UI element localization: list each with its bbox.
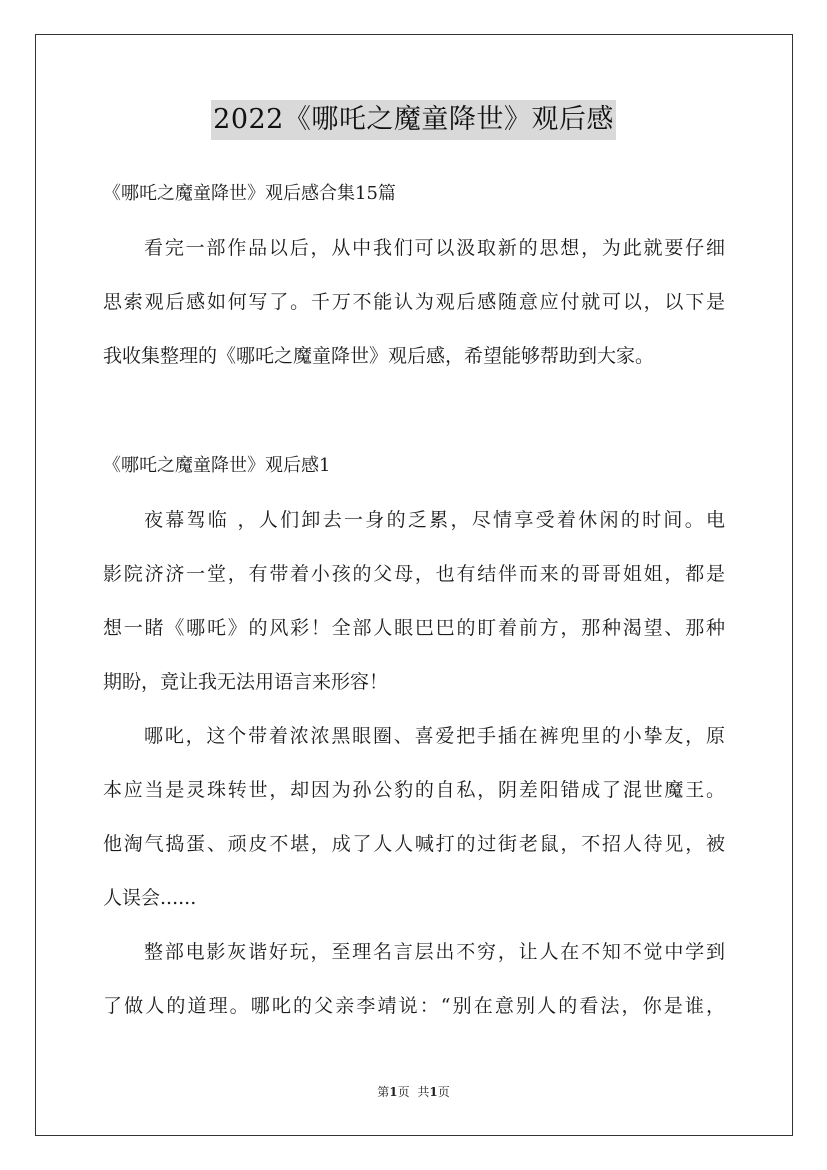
- document-subtitle: 《哪吒之魔童降世》观后感合集15篇: [103, 183, 396, 204]
- intro-line-2: 思索观后感如何写了。千万不能认为观后感随意应付就可以，以下是: [103, 291, 725, 313]
- footer-total-suffix: 页: [437, 1085, 450, 1099]
- footer-total-prefix: 共: [417, 1085, 430, 1099]
- footer-page-number: 1: [389, 1085, 398, 1099]
- paragraph2-line-1: 哪叱，这个带着浓浓黑眼圈、喜爱把手插在裤兜里的小挚友，原: [144, 725, 725, 747]
- document-title: 2022《哪吒之魔童降世》观后感: [211, 100, 616, 140]
- section-heading: 《哪吒之魔童降世》观后感1: [103, 455, 331, 476]
- paragraph1-line-4: 期盼，竟让我无法用语言来形容！: [103, 671, 389, 693]
- footer-page-prefix: 第: [377, 1085, 390, 1099]
- title-container: [0, 100, 827, 140]
- paragraph3-line-1: 整部电影灰谐好玩，至理名言层出不穷，让人在不知不觉中学到: [144, 941, 725, 963]
- footer-total-number: 1: [429, 1085, 438, 1099]
- footer-page-suffix: 页: [397, 1085, 410, 1099]
- paragraph2-line-3: 他淘气捣蛋、顽皮不堪，成了人人喊打的过街老鼠，不招人待见，被: [103, 833, 725, 855]
- page-footer: [0, 1083, 827, 1101]
- paragraph1-line-2: 影院济济一堂，有带着小孩的父母，也有结伴而来的哥哥姐姐，都是: [103, 563, 725, 585]
- paragraph1-line-1: 夜幕驾临 ，人们卸去一身的乏累，尽情享受着休闲的时间。电: [144, 509, 725, 531]
- paragraph3-line-2: 了做人的道理。哪叱的父亲李靖说：“别在意别人的看法，你是谁，: [103, 995, 725, 1017]
- intro-line-1: 看完一部作品以后，从中我们可以汲取新的思想，为此就要仔细: [144, 237, 725, 259]
- paragraph2-line-4: 人误会......: [103, 887, 197, 909]
- paragraph1-line-3: 想一睹《哪吒》的风彩！全部人眼巴巴的盯着前方，那种渴望、那种: [103, 617, 725, 639]
- intro-line-3: 我收集整理的《哪吒之魔童降世》观后感，希望能够帮助到大家。: [103, 345, 655, 367]
- paragraph2-line-2: 本应当是灵珠转世，却因为孙公豹的自私，阴差阳错成了混世魔王。: [103, 779, 725, 801]
